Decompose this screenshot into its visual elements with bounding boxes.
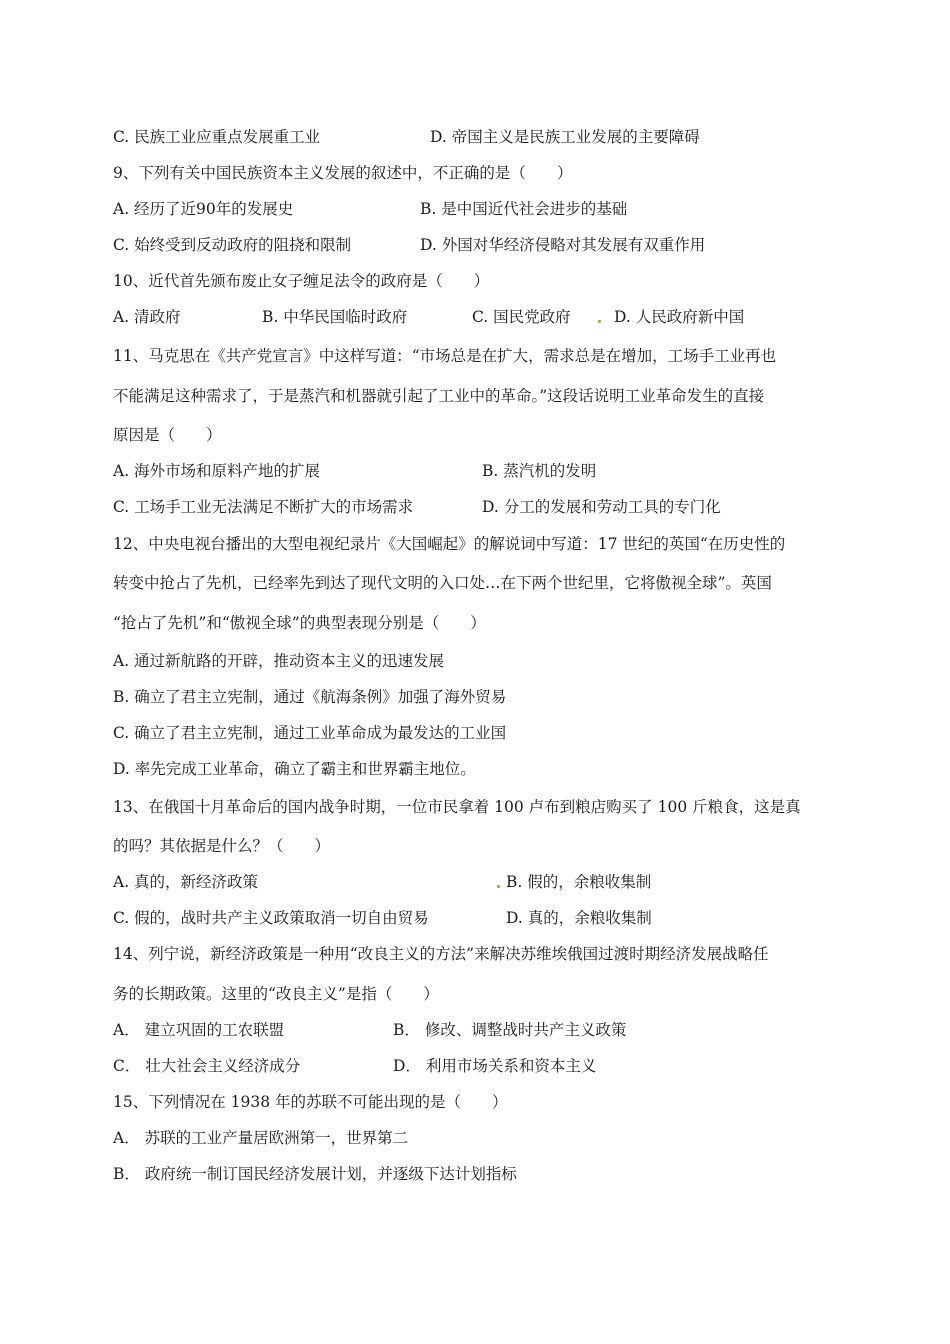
q13-option-d: D. 真的，余粮收集制	[506, 909, 652, 927]
q10-option-c: C. 国民党政府	[472, 308, 571, 326]
q11-option-d: D. 分工的发展和劳动工具的专门化	[482, 498, 721, 516]
q10-stem: 10、近代首先颁布废止女子缠足法令的政府是（ ）	[113, 272, 490, 290]
q11-option-a: A. 海外市场和原料产地的扩展	[113, 462, 321, 480]
q8-option-d: D. 帝国主义是民族工业发展的主要障碍	[430, 128, 700, 146]
q12-stem-line-1: 12、中央电视台播出的大型电视纪录片《大国崛起》的解说词中写道：17 世纪的英国“在历史性的	[113, 535, 786, 553]
q13-option-c: C. 假的，战时共产主义政策取消一切自由贸易	[113, 909, 429, 927]
speck-mark	[497, 885, 500, 888]
q10-option-d: D. 人民政府新中国	[614, 308, 745, 326]
q12-option-d: D. 率先完成工业革命，确立了霸主和世界霸主地位。	[113, 760, 476, 778]
q12-option-a: A. 通过新航路的开辟，推动资本主义的迅速发展	[113, 652, 445, 670]
q15-option-b: B． 政府统一制订国民经济发展计划，并逐级下达计划指标	[113, 1165, 517, 1183]
q10-option-b: B. 中华民国临时政府	[262, 308, 408, 326]
q15-option-a: A． 苏联的工业产量居欧洲第一，世界第二	[113, 1129, 409, 1147]
q13-option-b: B. 假的，余粮收集制	[506, 873, 652, 891]
q12-stem-line-3: “抢占了先机”和“傲视全球”的典型表现分别是（ ）	[113, 614, 486, 632]
q12-option-b: B. 确立了君主立宪制，通过《航海条例》加强了海外贸易	[113, 688, 507, 706]
q9-option-c: C. 始终受到反动政府的阻挠和限制	[113, 236, 352, 254]
q14-stem-line-2: 务的长期政策。这里的“改良主义”是指（ ）	[113, 985, 439, 1003]
q12-stem-line-2: 转变中抢占了先机，已经率先到达了现代文明的入口处…在下两个世纪里，它将傲视全球”。英国	[113, 574, 772, 592]
q9-option-a: A. 经历了近90年的发展史	[113, 200, 294, 218]
q13-stem-line-1: 13、在俄国十月革命后的国内战争时期，一位市民拿着 100 卢布到粮店购买了 100 斤粮食，这是真	[113, 798, 801, 816]
q15-stem: 15、下列情况在 1938 年的苏联不可能出现的是（ ）	[113, 1093, 508, 1111]
q13-option-a: A. 真的，新经济政策	[113, 873, 259, 891]
speck-mark	[598, 320, 601, 323]
q14-option-d: D． 利用市场关系和资本主义	[393, 1057, 597, 1075]
q11-stem-line-1: 11、马克思在《共产党宣言》中这样写道：“市场总是在扩大，需求总是在增加，工场手工业再也	[113, 347, 777, 365]
q12-option-c: C. 确立了君主立宪制，通过工业革命成为最发达的工业国	[113, 724, 507, 742]
q9-stem: 9、下列有关中国民族资本主义发展的叙述中，不正确的是（ ）	[113, 164, 573, 182]
q8-option-c: C. 民族工业应重点发展重工业	[113, 128, 321, 146]
q14-option-c: C． 壮大社会主义经济成分	[113, 1057, 301, 1075]
q10-option-a: A. 清政府	[113, 308, 181, 326]
q9-option-b: B. 是中国近代社会进步的基础	[420, 200, 628, 218]
q11-stem-line-3: 原因是（ ）	[113, 426, 222, 444]
q11-option-c: C. 工场手工业无法满足不断扩大的市场需求	[113, 498, 414, 516]
q14-option-a: A． 建立巩固的工农联盟	[113, 1021, 285, 1039]
q9-option-d: D. 外国对华经济侵略对其发展有双重作用	[420, 236, 706, 254]
q11-stem-line-2: 不能满足这种需求了，于是蒸汽和机器就引起了工业中的革命。”这段话说明工业革命发生的直接	[113, 387, 765, 405]
q11-option-b: B. 蒸汽机的发明	[482, 462, 597, 480]
q14-option-b: B． 修改、调整战时共产主义政策	[393, 1021, 627, 1039]
q13-stem-line-2: 的吗？其依据是什么？（ ）	[113, 837, 331, 855]
q14-stem-line-1: 14、列宁说，新经济政策是一种用“改良主义的方法”来解决苏维埃俄国过渡时期经济发展战略任	[113, 945, 769, 963]
